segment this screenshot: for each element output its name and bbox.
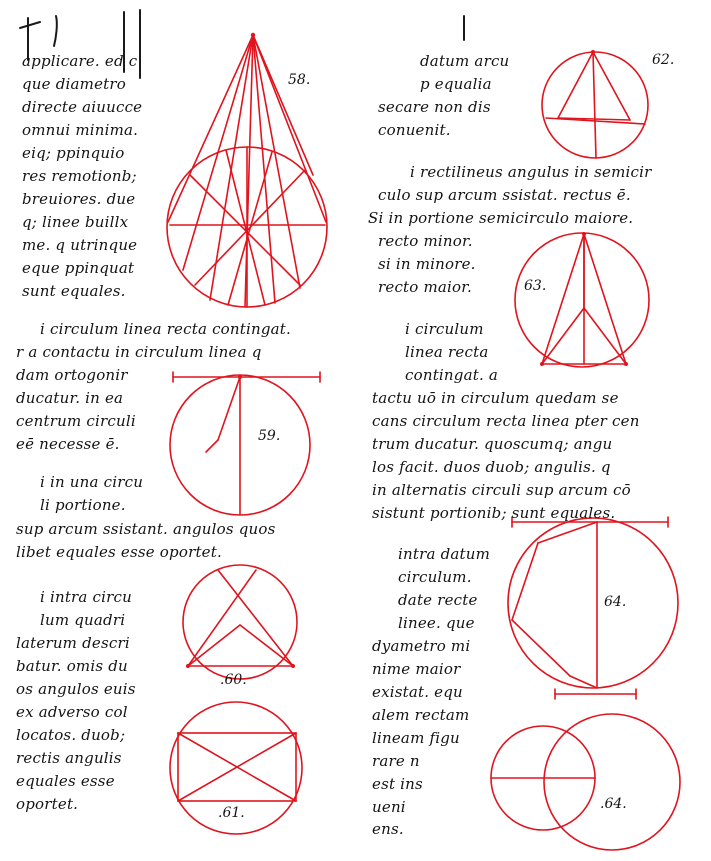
text-line: i circulum — [405, 320, 484, 338]
text-line: in alternatis circuli sup arcum cō — [372, 481, 631, 499]
text-line: lum quadri — [40, 611, 126, 629]
text-line: dyametro mi — [372, 637, 471, 655]
text-line: os angulos euis — [16, 680, 136, 698]
text-line: p equalia — [420, 75, 492, 93]
text-line: si in minore. — [378, 255, 476, 273]
figure-number-59: 59. — [258, 428, 281, 444]
text-line: trum ducatur. quoscumq; angu — [372, 435, 613, 453]
text-line: centrum circuli — [16, 412, 136, 430]
text-line: existat. equ — [372, 683, 463, 701]
text-line: i intra circu — [40, 588, 132, 606]
text-line: lineam figu — [372, 729, 460, 747]
text-line: li portione. — [40, 496, 126, 514]
figure-65-two-circles — [491, 714, 680, 850]
text-line: sup arcum ssistant. angulos quos — [16, 520, 276, 538]
text-line: nime maior — [372, 660, 461, 678]
text-line: culo sup arcum ssistat. rectus ē. — [378, 186, 631, 204]
figure-number-58: 58. — [288, 72, 311, 88]
text-line: eiq; ppinquio — [22, 144, 125, 162]
text-line: eē necesse ē. — [16, 435, 120, 453]
figure-number-61: .61. — [218, 805, 245, 821]
figure-59-tangent — [170, 372, 320, 515]
text-line: res remotionb; — [22, 167, 137, 185]
text-line: locatos. duob; — [16, 726, 126, 744]
text-line: conuenit. — [378, 121, 451, 139]
text-line: ueni — [372, 798, 406, 816]
text-line: tactu uō in circulum quedam se — [372, 389, 619, 407]
text-line: equales esse — [16, 772, 115, 790]
text-line: i rectilineus angulus in semicir — [410, 163, 652, 181]
text-line: omnui minima. — [22, 121, 139, 139]
text-line: q; linee buillx — [22, 213, 129, 231]
figure-63-semicircle — [515, 233, 649, 367]
text-line: cans circulum recta linea pter cen — [372, 412, 640, 430]
text-line: dam ortogonir — [16, 366, 128, 384]
text-line: linee. que — [398, 614, 475, 632]
text-line: date recte — [398, 591, 478, 609]
figure-60-inscribed-angles — [183, 565, 297, 679]
figure-number-64: 64. — [604, 594, 627, 610]
text-line: ducatur. in ea — [16, 389, 124, 407]
text-line: breuiores. due — [22, 190, 136, 208]
text-line: datum arcu — [420, 52, 510, 70]
text-line: est ins — [372, 775, 423, 793]
text-line: intra datum — [398, 545, 491, 563]
text-line: i in una circu — [40, 473, 144, 491]
text-line: batur. omis du — [16, 657, 128, 675]
text-line: laterum descri — [16, 634, 130, 652]
figure-64-tangent-secant — [508, 517, 678, 699]
text-line: ens. — [372, 820, 404, 838]
text-line: secare non dis — [378, 98, 491, 116]
text-line: directe aiuucce — [22, 98, 143, 116]
text-line: me. q utrinque — [22, 236, 138, 254]
text-line: eque ppinquat — [22, 259, 135, 277]
figure-number-63: 63. — [524, 278, 547, 294]
text-line: que diametro — [22, 75, 126, 93]
figure-62-arc-bisect — [542, 52, 648, 158]
text-line: recto maior. — [378, 278, 472, 296]
text-line: libet equales esse oportet. — [16, 543, 222, 561]
text-line: contingat. a — [405, 366, 499, 384]
text-line: r a contactu in circulum linea q — [16, 343, 262, 361]
text-line: Si in portione semicirculo maiore. — [368, 209, 634, 227]
text-line: oportet. — [16, 795, 79, 813]
text-line: rare n — [372, 752, 420, 770]
text-line: los facit. duos duob; angulis. q — [372, 458, 611, 476]
text-line: rectis angulis — [16, 749, 122, 767]
text-line: sistunt portionib; sunt equales. — [372, 504, 616, 522]
figure-number-62: 62. — [652, 52, 675, 68]
text-line: circulum. — [398, 568, 472, 586]
text-line: alem rectam — [372, 706, 470, 724]
figure-number-60: .60. — [220, 672, 247, 688]
text-line: ex adverso col — [16, 703, 128, 721]
text-line: applicare. ed c — [22, 52, 138, 70]
text-line: i circulum linea recta contingat. — [40, 320, 291, 338]
text-line: recto minor. — [378, 232, 473, 250]
text-line: linea recta — [405, 343, 489, 361]
figure-number-65: .64. — [600, 796, 627, 812]
text-line: sunt equales. — [22, 282, 126, 300]
